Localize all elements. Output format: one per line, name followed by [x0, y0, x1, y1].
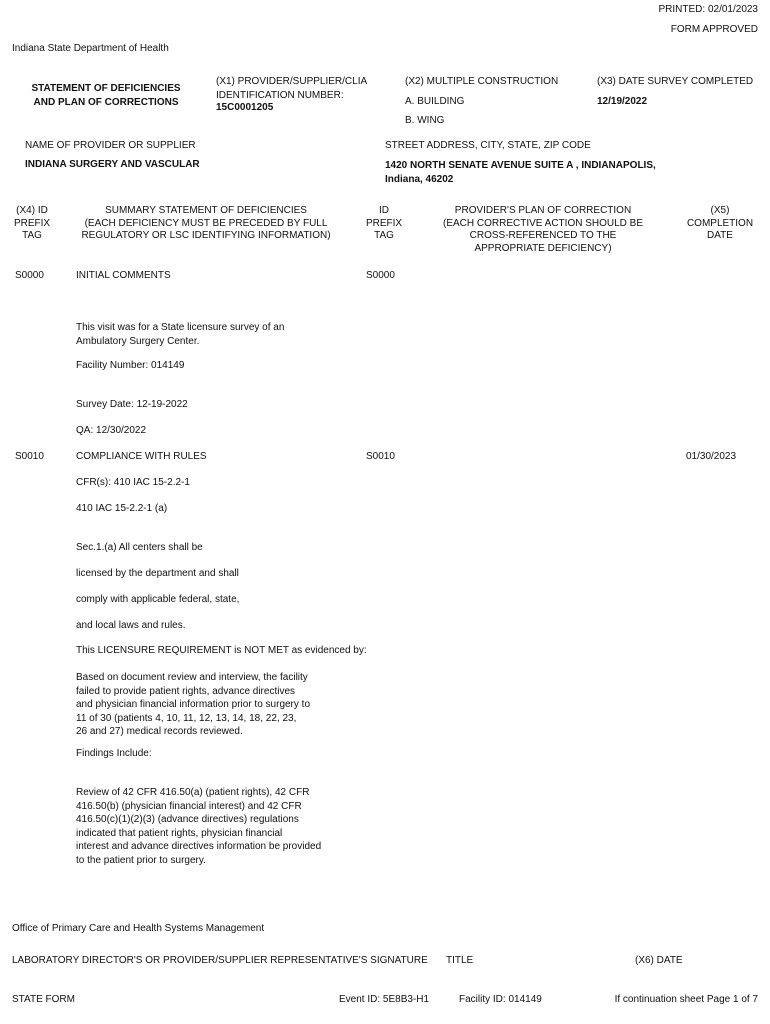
x2-building: A. BUILDING [405, 96, 465, 107]
statement-title: STATEMENT OF DEFICIENCIES AND PLAN OF CORRECTIONS [31, 83, 181, 108]
column-summary: SUMMARY STATEMENT OF DEFICIENCIES (EACH DEFICIENCY MUST BE PRECEDED BY FULL REGULATORY OR LSC IDENTIFYING INFORMATION) [81, 205, 331, 241]
agency-name: Indiana State Department of Health [12, 43, 169, 54]
licensed-line: licensed by the department and shall [76, 568, 239, 579]
row2-prefix-tag: S0010 [15, 451, 44, 462]
cfr-line: CFR(s): 410 IAC 15-2.2-1 [76, 477, 190, 488]
column-x4-prefix: (X4) ID PREFIX TAG [13, 205, 51, 241]
provider-value: INDIANA SURGERY AND VASCULAR [25, 159, 200, 170]
x1-label: (X1) PROVIDER/SUPPLIER/CLIA IDENTIFICATION NUMBER: [216, 76, 368, 101]
row1-id-tag: S0000 [366, 270, 395, 281]
address-label: STREET ADDRESS, CITY, STATE, ZIP CODE [385, 140, 591, 151]
x3-label: (X3) DATE SURVEY COMPLETED [597, 76, 754, 87]
x2-label: (X2) MULTIPLE CONSTRUCTION [405, 76, 559, 87]
iac-line: 410 IAC 15-2.2-1 (a) [76, 503, 168, 514]
review-paragraph: Review of 42 CFR 416.50(a) (patient rights), 42 CFR 416.50(b) (physician financial interest) and 42 CFR 416.50(c)(1)(2)(3) (advance directives) regulations indicated that patient rights, physician financial interest and advance directives information be provided to the patient prior to surgery. [76, 787, 322, 866]
column-plan: PROVIDER'S PLAN OF CORRECTION (EACH CORRECTIVE ACTION SHOULD BE CROSS-REFERENCED TO THE APPROPRIATE DEFICIENCY) [442, 205, 644, 254]
row1-title: INITIAL COMMENTS [76, 270, 171, 281]
sec1-line: Sec.1.(a) All centers shall be [76, 542, 203, 553]
not-met-line: This LICENSURE REQUIREMENT is NOT MET as evidenced by: [76, 645, 367, 656]
facility-number: Facility Number: 014149 [76, 360, 185, 371]
form-approved: FORM APPROVED [670, 24, 758, 35]
qa-date: QA: 12/30/2022 [76, 425, 147, 436]
local-laws-line: and local laws and rules. [76, 620, 186, 631]
column-x5-date: (X5) COMPLETION DATE [686, 205, 754, 241]
facility-id: Facility ID: 014149 [459, 994, 542, 1005]
event-id: Event ID: 5E8B3-H1 [339, 994, 430, 1005]
row2-completion-date: 01/30/2023 [686, 451, 737, 462]
state-form-label: STATE FORM [12, 994, 75, 1005]
continuation-sheet: If continuation sheet Page 1 of 7 [614, 994, 758, 1005]
row2-title: COMPLIANCE WITH RULES [76, 451, 207, 462]
findings-include: Findings Include: [76, 748, 152, 759]
comply-line: comply with applicable federal, state, [76, 594, 240, 605]
x3-value: 12/19/2022 [597, 96, 648, 107]
x6-date-label: (X6) DATE [635, 955, 683, 966]
x2-wing: B. WING [405, 115, 445, 126]
office-name: Office of Primary Care and Health Systems Management [12, 923, 265, 934]
row2-id-tag: S0010 [366, 451, 395, 462]
printed-date: PRINTED: 02/01/2023 [658, 4, 758, 15]
row1-prefix-tag: S0000 [15, 270, 44, 281]
address-value: 1420 NORTH SENATE AVENUE SUITE A , INDIANAPOLIS, Indiana, 46202 [385, 160, 656, 185]
survey-date: Survey Date: 12-19-2022 [76, 399, 188, 410]
column-id-prefix: ID PREFIX TAG [365, 205, 403, 241]
signature-label: LABORATORY DIRECTOR'S OR PROVIDER/SUPPLIER REPRESENTATIVE'S SIGNATURE [12, 955, 428, 966]
visit-text: This visit was for a State licensure survey of an Ambulatory Surgery Center. [76, 322, 285, 347]
provider-label: NAME OF PROVIDER OR SUPPLIER [25, 140, 196, 151]
title-label: TITLE [446, 955, 474, 966]
x1-value: 15C0001205 [216, 102, 274, 113]
based-on-paragraph: Based on document review and interview, the facility failed to provide patient rights, advance directives and physician financial information prior to surgery to 11 of 30 (patients 4, 10, 11, 12, 13, 14, 18, 22, 23, 26 and 27) medical records reviewed. [76, 672, 311, 737]
